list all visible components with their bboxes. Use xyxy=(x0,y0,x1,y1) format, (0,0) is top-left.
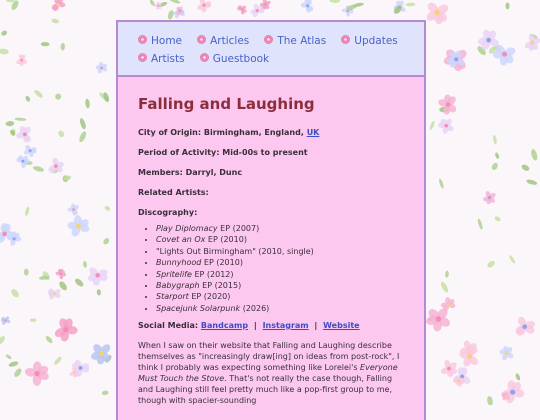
flower-bullet-icon xyxy=(264,35,273,44)
discography-label: Discography: xyxy=(138,208,198,217)
nav-the-atlas[interactable]: The Atlas xyxy=(264,35,326,47)
leaf-icon xyxy=(57,130,65,139)
website-link[interactable]: Website xyxy=(323,320,360,330)
social-media: Social Media: Bandcamp | Instagram | Website xyxy=(138,320,360,330)
list-item: • Play Diplomacy EP (2007) xyxy=(156,224,404,233)
flower-icon xyxy=(53,317,78,342)
leaf-icon xyxy=(85,98,90,108)
flower-icon xyxy=(67,203,79,216)
leaf-icon xyxy=(445,271,449,278)
flower-icon xyxy=(425,306,451,332)
flower-icon xyxy=(300,0,314,13)
leaf-icon xyxy=(526,179,538,186)
leaf-icon xyxy=(41,42,50,46)
leaf-icon xyxy=(10,288,21,299)
content-panel xyxy=(116,20,426,420)
flower-icon xyxy=(237,4,248,14)
leaf-icon xyxy=(493,135,498,145)
nav-updates[interactable]: Updates xyxy=(341,35,398,47)
list-item: • Covet an Ox EP (2010) xyxy=(156,235,404,244)
discography-list xyxy=(138,224,404,313)
artist-article xyxy=(118,77,424,406)
flower-bullet-icon xyxy=(197,35,206,44)
leaf-icon xyxy=(54,93,62,101)
flower-icon xyxy=(499,345,515,361)
flower-icon xyxy=(47,287,61,300)
leaf-icon xyxy=(96,289,101,296)
leaf-icon xyxy=(8,360,19,367)
country-link[interactable]: UK xyxy=(306,128,320,137)
leaf-icon xyxy=(508,255,516,265)
leaf-icon xyxy=(438,178,444,189)
page-title: Falling and Laughing xyxy=(138,95,315,113)
leaf-icon xyxy=(486,260,496,269)
leaf-icon xyxy=(0,335,7,347)
leaf-icon xyxy=(6,0,15,2)
leaf-icon xyxy=(78,130,88,143)
period-of-activity: Period of Activity: Mid-00s to present xyxy=(138,148,308,157)
leaf-icon xyxy=(79,118,87,130)
leaf-icon xyxy=(51,18,59,24)
flower-bullet-icon xyxy=(200,53,209,62)
leaf-icon xyxy=(167,10,175,21)
city-of-origin: City of Origin: Birmingham, England, UK xyxy=(138,128,320,137)
members: Members: Darryl, Dunc xyxy=(138,168,243,177)
flower-icon xyxy=(425,1,450,25)
flower-icon xyxy=(15,54,27,66)
leaf-icon xyxy=(14,117,26,121)
leaf-icon xyxy=(104,205,111,212)
flower-bullet-icon xyxy=(341,35,350,44)
leaf-icon xyxy=(5,121,14,127)
leaf-icon xyxy=(53,356,63,366)
leaf-icon xyxy=(169,0,181,4)
leaf-icon xyxy=(494,215,502,222)
leaf-icon xyxy=(491,162,499,171)
leaf-icon xyxy=(5,354,12,360)
leaf-icon xyxy=(24,269,29,276)
flower-icon xyxy=(493,43,517,66)
list-item: • Bunnyhood EP (2010) xyxy=(156,258,404,267)
flower-icon xyxy=(23,144,37,158)
leaf-icon xyxy=(520,163,530,172)
nav-home[interactable]: Home xyxy=(138,35,182,47)
leaf-icon xyxy=(439,281,449,294)
leaf-icon xyxy=(41,270,51,281)
leaf-icon xyxy=(33,89,44,99)
leaf-icon xyxy=(329,0,340,3)
flower-bullet-icon xyxy=(138,53,147,62)
leaf-icon xyxy=(83,261,88,268)
list-item: • Babygraph EP (2015) xyxy=(156,281,404,290)
leaf-icon xyxy=(102,237,110,246)
list-item: • Spacejunk Solarpunk (2026) xyxy=(156,304,404,313)
flower-icon xyxy=(437,94,458,115)
flower-icon xyxy=(196,0,211,13)
bandcamp-link[interactable]: Bandcamp xyxy=(200,320,249,330)
flower-icon xyxy=(95,62,108,75)
flower-bullet-icon xyxy=(138,35,147,44)
nav-artists[interactable]: Artists xyxy=(138,53,185,65)
leaf-icon xyxy=(486,396,493,405)
flower-icon xyxy=(438,118,455,135)
leaf-icon xyxy=(530,148,538,161)
flower-icon xyxy=(440,359,459,378)
leaf-icon xyxy=(25,95,32,102)
leaf-icon xyxy=(32,165,44,173)
flower-icon xyxy=(1,316,11,326)
nav-guestbook[interactable]: Guestbook xyxy=(200,53,269,65)
list-item: • "Lights Out Birmingham" (2010, single) xyxy=(156,247,404,256)
leaf-icon xyxy=(13,367,23,378)
instagram-link[interactable]: Instagram xyxy=(262,320,309,330)
list-item: • Starport EP (2020) xyxy=(156,292,404,301)
leaf-icon xyxy=(0,30,8,37)
flower-icon xyxy=(482,190,496,204)
leaf-icon xyxy=(429,120,436,130)
flower-icon xyxy=(24,361,50,386)
leaf-icon xyxy=(405,2,415,6)
leaf-icon xyxy=(74,277,85,288)
flower-icon xyxy=(51,0,66,12)
nav-articles[interactable]: Articles xyxy=(197,35,249,47)
flower-icon xyxy=(67,215,90,238)
flower-icon xyxy=(16,125,33,143)
flower-icon xyxy=(524,34,540,52)
list-item: • Spritelife EP (2012) xyxy=(156,270,404,279)
leaf-icon xyxy=(24,206,30,216)
leaf-icon xyxy=(45,335,54,344)
leaf-icon xyxy=(61,43,65,51)
flower-icon xyxy=(16,154,30,168)
flower-icon xyxy=(90,342,113,365)
leaf-icon xyxy=(505,2,509,9)
flower-icon xyxy=(55,268,66,279)
leaf-icon xyxy=(477,218,484,230)
flower-icon xyxy=(87,266,109,287)
leaf-icon xyxy=(494,152,500,159)
leaf-icon xyxy=(102,390,109,395)
leaf-icon xyxy=(30,318,37,322)
related-artists-label: Related Artists: xyxy=(138,188,209,197)
article-body: When I saw on their website that Falling and Laughing describe themselves as "increasingly draw[ing] on ideas from post-rock", I think I probably was expecting something like Lorelei's Everyone Must Touch the Stove. That's not really the case though, Falling and Laughing still feel pretty much like a pop-first group to me, though with spacier-sounding xyxy=(138,340,400,405)
flower-icon xyxy=(514,315,536,337)
leaf-icon xyxy=(0,48,9,54)
flower-icon xyxy=(500,380,525,405)
top-navigation xyxy=(118,22,424,77)
leaf-icon xyxy=(515,373,521,381)
